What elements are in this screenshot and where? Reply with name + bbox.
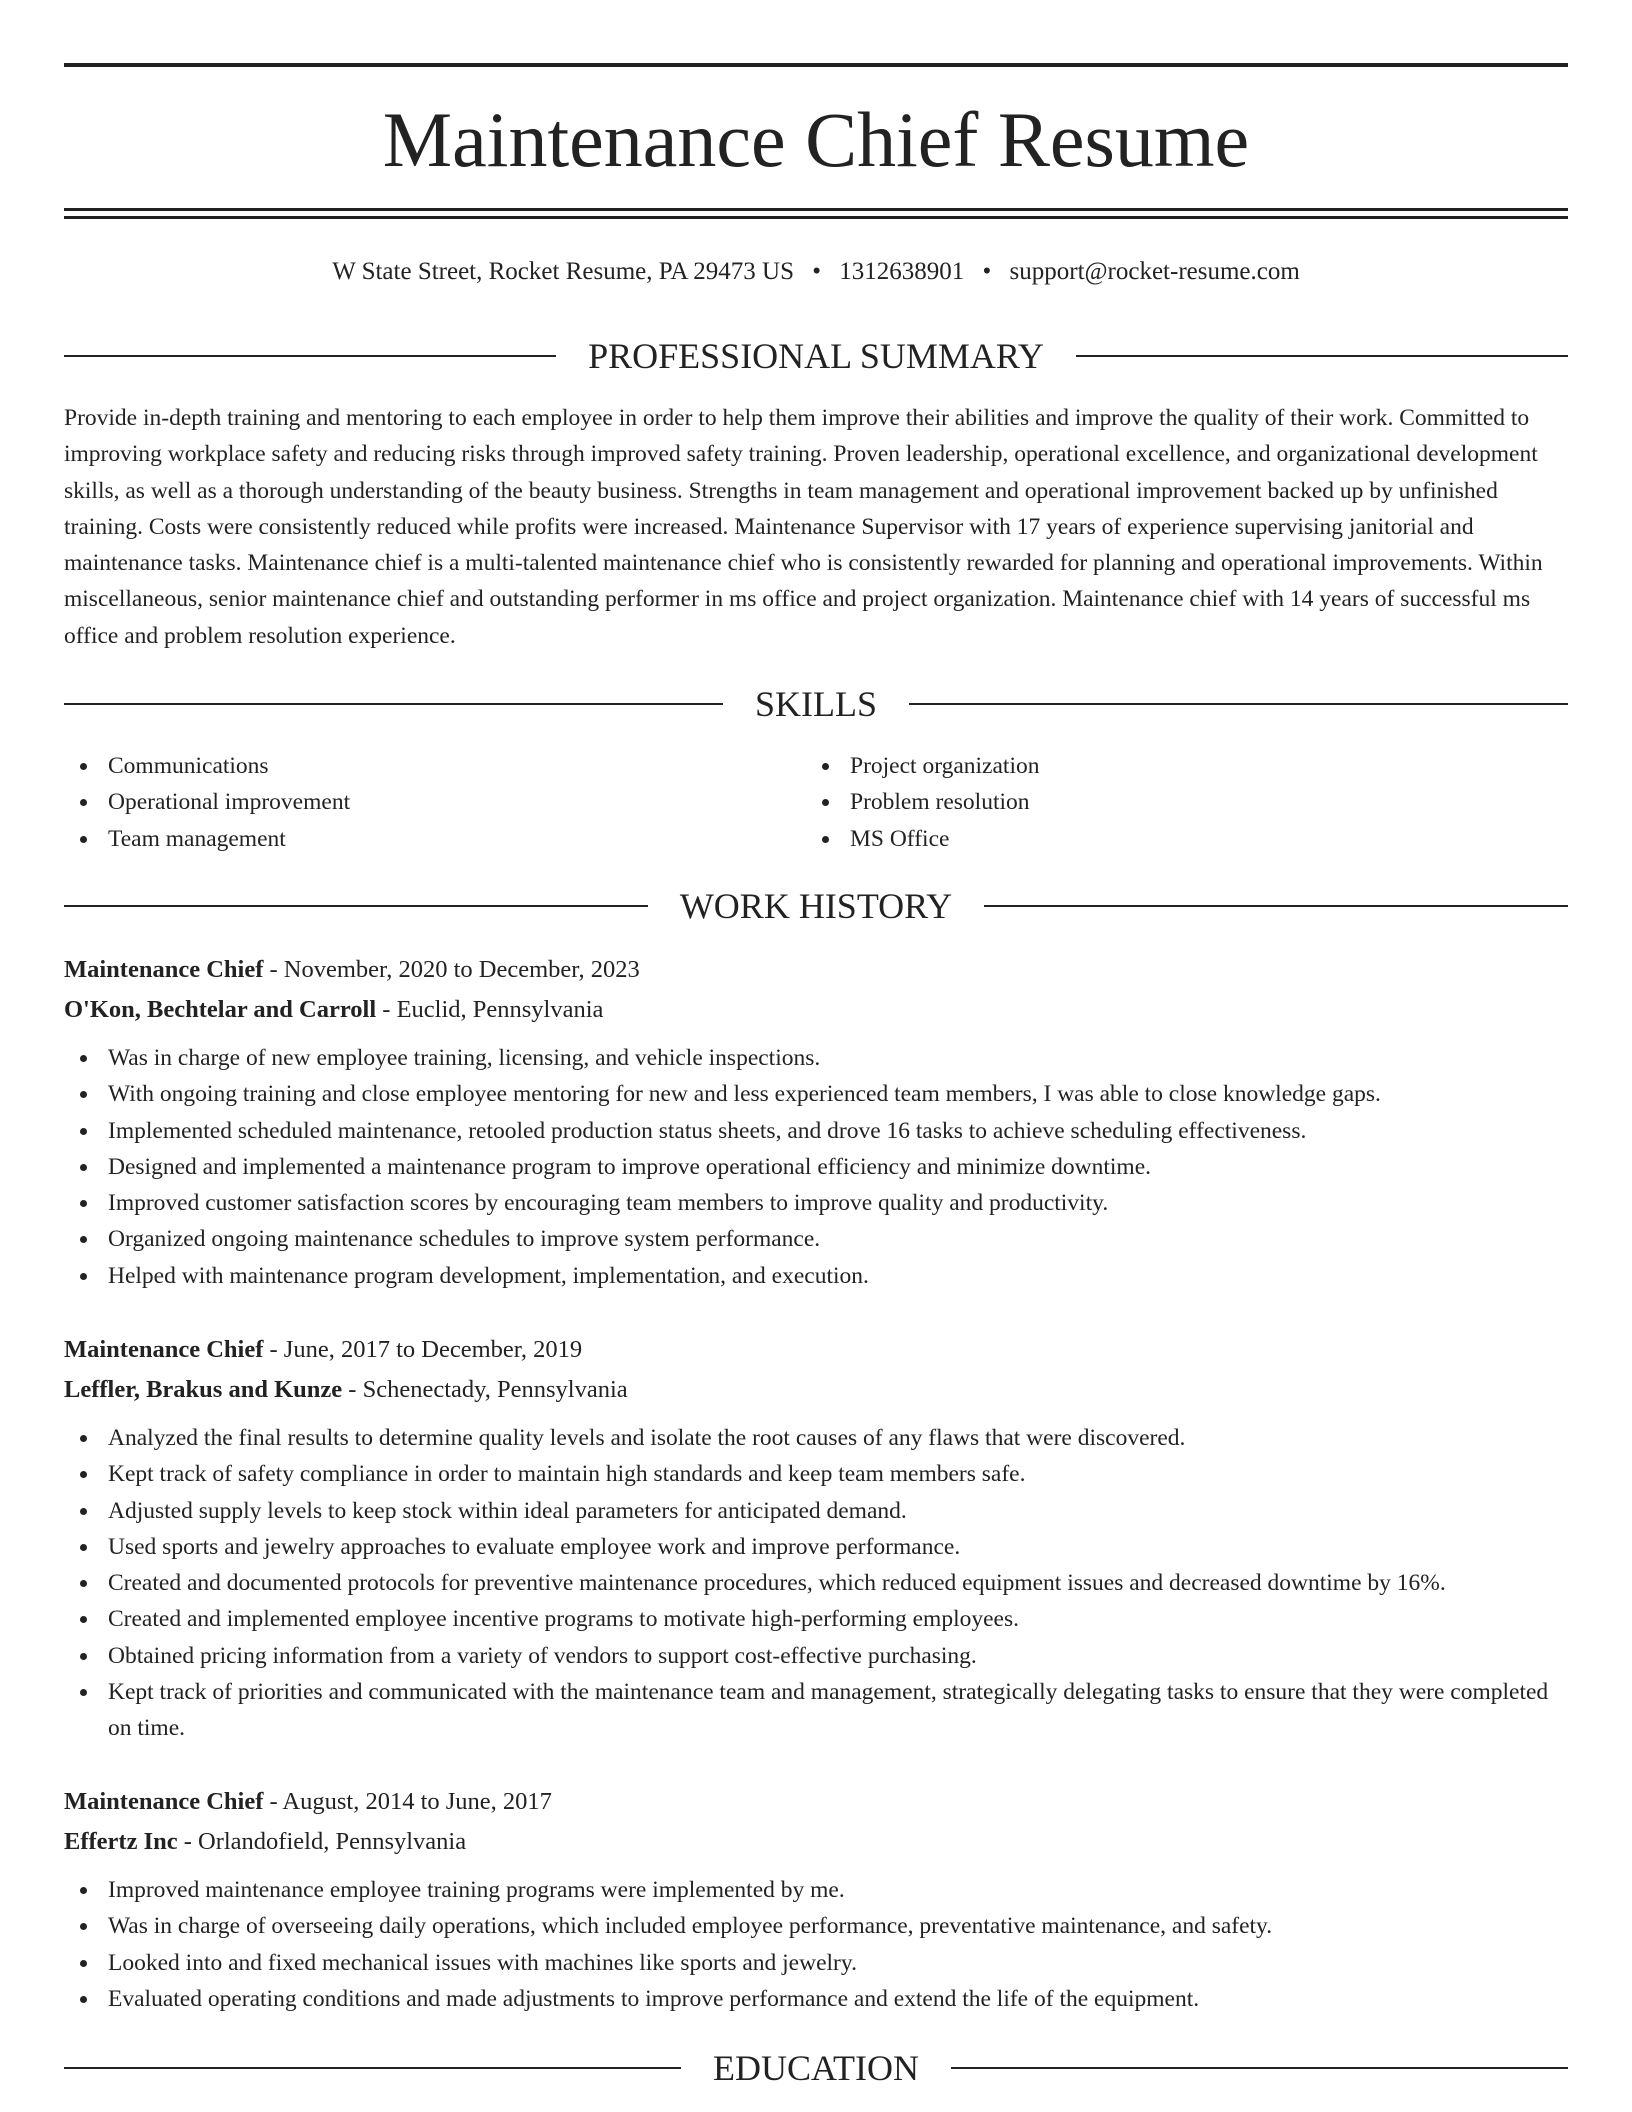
- section-title: SKILLS: [755, 684, 878, 724]
- contact-email: support@rocket-resume.com: [1009, 258, 1300, 285]
- job-bullets: [64, 1420, 1568, 1747]
- job-dates: - June, 2017 to December, 2019: [263, 1336, 583, 1363]
- contact-separator: •: [812, 258, 821, 285]
- skills-list-right: [806, 748, 1506, 857]
- job-entry: [64, 1330, 1568, 1747]
- divider: [64, 905, 648, 907]
- page-title: Maintenance Chief Resume: [382, 96, 1250, 183]
- divider: [984, 905, 1568, 907]
- job-bullet: Kept track of priorities and communicated with the maintenance team and management, strategically delegating tasks to ensure that they were completed on time.: [64, 1674, 1568, 1747]
- job-bullet: Created and documented protocols for preventive maintenance procedures, which reduced equipment issues and decreased downtime by 16%.: [64, 1565, 1568, 1601]
- job-bullet: Organized ongoing maintenance schedules to improve system performance.: [64, 1221, 1568, 1257]
- divider: [1076, 355, 1568, 357]
- job-location: - Schenectady, Pennsylvania: [342, 1376, 628, 1403]
- skill-item: Problem resolution: [806, 784, 1506, 820]
- job-bullet: Evaluated operating conditions and made adjustments to improve performance and extend the life of the equipment.: [64, 1981, 1568, 2017]
- job-location: - Orlandofield, Pennsylvania: [177, 1828, 467, 1855]
- section-title: EDUCATION: [713, 2048, 919, 2088]
- skills-list-left: [64, 748, 764, 857]
- job-title: Maintenance Chief: [64, 956, 264, 983]
- skill-item: Team management: [64, 821, 764, 857]
- job-bullet: Was in charge of overseeing daily operations, which included employee performance, preventative maintenance, and safety.: [64, 1908, 1568, 1944]
- job-bullets: [64, 1040, 1568, 1294]
- job-bullet: Improved maintenance employee training programs were implemented by me.: [64, 1872, 1568, 1908]
- job-bullet: Adjusted supply levels to keep stock within ideal parameters for anticipated demand.: [64, 1493, 1568, 1529]
- job-title-line: [64, 950, 1568, 990]
- job-title: Maintenance Chief: [64, 1788, 264, 1815]
- skill-item: Communications: [64, 748, 764, 784]
- section-title: WORK HISTORY: [679, 886, 953, 926]
- top-rule: [64, 63, 1568, 67]
- job-bullet: Designed and implemented a maintenance program to improve operational efficiency and minimize downtime.: [64, 1149, 1568, 1185]
- job-bullet: Implemented scheduled maintenance, retooled production status sheets, and drove 16 tasks to achieve scheduling effectiveness.: [64, 1113, 1568, 1149]
- job-location: - Euclid, Pennsylvania: [376, 996, 604, 1023]
- contact-separator: •: [982, 258, 992, 285]
- divider: [64, 703, 723, 705]
- job-company-line: [64, 1370, 1568, 1410]
- job-company: Leffler, Brakus and Kunze: [64, 1376, 343, 1403]
- divider: [951, 2067, 1568, 2069]
- job-company-line: [64, 1822, 1568, 1862]
- job-bullet: Used sports and jewelry approaches to evaluate employee work and improve performance.: [64, 1529, 1568, 1565]
- job-bullet: Analyzed the final results to determine quality levels and isolate the root causes of any flaws that were discovered.: [64, 1420, 1568, 1456]
- job-title: Maintenance Chief: [64, 1336, 264, 1363]
- job-company: Effertz Inc: [64, 1828, 178, 1855]
- job-company-line: [64, 990, 1568, 1030]
- divider: [909, 703, 1568, 705]
- skill-item: Project organization: [806, 748, 1506, 784]
- section-title: PROFESSIONAL SUMMARY: [588, 336, 1044, 376]
- contact-phone: 1312638901: [839, 258, 965, 285]
- job-dates: - August, 2014 to June, 2017: [263, 1788, 552, 1815]
- title-rule-upper: [64, 208, 1568, 211]
- contact-line: [64, 256, 1568, 288]
- job-company: O'Kon, Bechtelar and Carroll: [64, 996, 377, 1023]
- job-bullet: Helped with maintenance program development, implementation, and execution.: [64, 1258, 1568, 1294]
- contact-address: W State Street, Rocket Resume, PA 29473 US: [332, 258, 794, 285]
- divider: [64, 2067, 681, 2069]
- job-title-line: [64, 1330, 1568, 1370]
- education-heading: [64, 2046, 1568, 2090]
- work-history-heading: [64, 884, 1568, 928]
- job-dates: - November, 2020 to December, 2023: [263, 956, 640, 983]
- job-bullet: Created and implemented employee incentive programs to motivate high-performing employees.: [64, 1601, 1568, 1637]
- job-bullet: With ongoing training and close employee mentoring for new and less experienced team members, I was able to close knowledge gaps.: [64, 1076, 1568, 1112]
- job-bullet: Looked into and fixed mechanical issues with machines like sports and jewelry.: [64, 1945, 1568, 1981]
- job-bullet: Obtained pricing information from a variety of vendors to support cost-effective purchasing.: [64, 1638, 1568, 1674]
- skill-item: MS Office: [806, 821, 1506, 857]
- job-bullet: Improved customer satisfaction scores by encouraging team members to improve quality and productivity.: [64, 1185, 1568, 1221]
- skill-item: Operational improvement: [64, 784, 764, 820]
- job-bullets: [64, 1872, 1568, 2017]
- job-entry: [64, 1782, 1568, 2017]
- job-title-line: [64, 1782, 1568, 1822]
- summary-text: Provide in-depth training and mentoring to each employee in order to help them improve their abilities and improve the quality of their work. Committed to improving workplace safety and reducing risks through improved safety training. Proven leadership, operational excellence, and organizational development skills, as well as a thorough understanding of the beauty business. Strengths in team management and operational improvement backed up by unfinished training. Costs were consistently reduced while profits were increased. Maintenance Supervisor with 17 years of experience supervising janitorial and maintenance tasks. Maintenance chief is a multi-talented maintenance chief who is consistently rewarded for planning and operational improvements. Within miscellaneous, senior maintenance chief and outstanding performer in ms office and project organization. Maintenance chief with 14 years of successful ms office and problem resolution experience.: [64, 405, 1543, 649]
- divider: [64, 355, 556, 357]
- title-rule-lower: [64, 216, 1568, 219]
- job-bullet: Kept track of safety compliance in order to maintain high standards and keep team members safe.: [64, 1456, 1568, 1492]
- skills-heading: [64, 682, 1568, 726]
- job-entry: [64, 950, 1568, 1294]
- job-bullet: Was in charge of new employee training, licensing, and vehicle inspections.: [64, 1040, 1568, 1076]
- summary-heading: [64, 334, 1568, 378]
